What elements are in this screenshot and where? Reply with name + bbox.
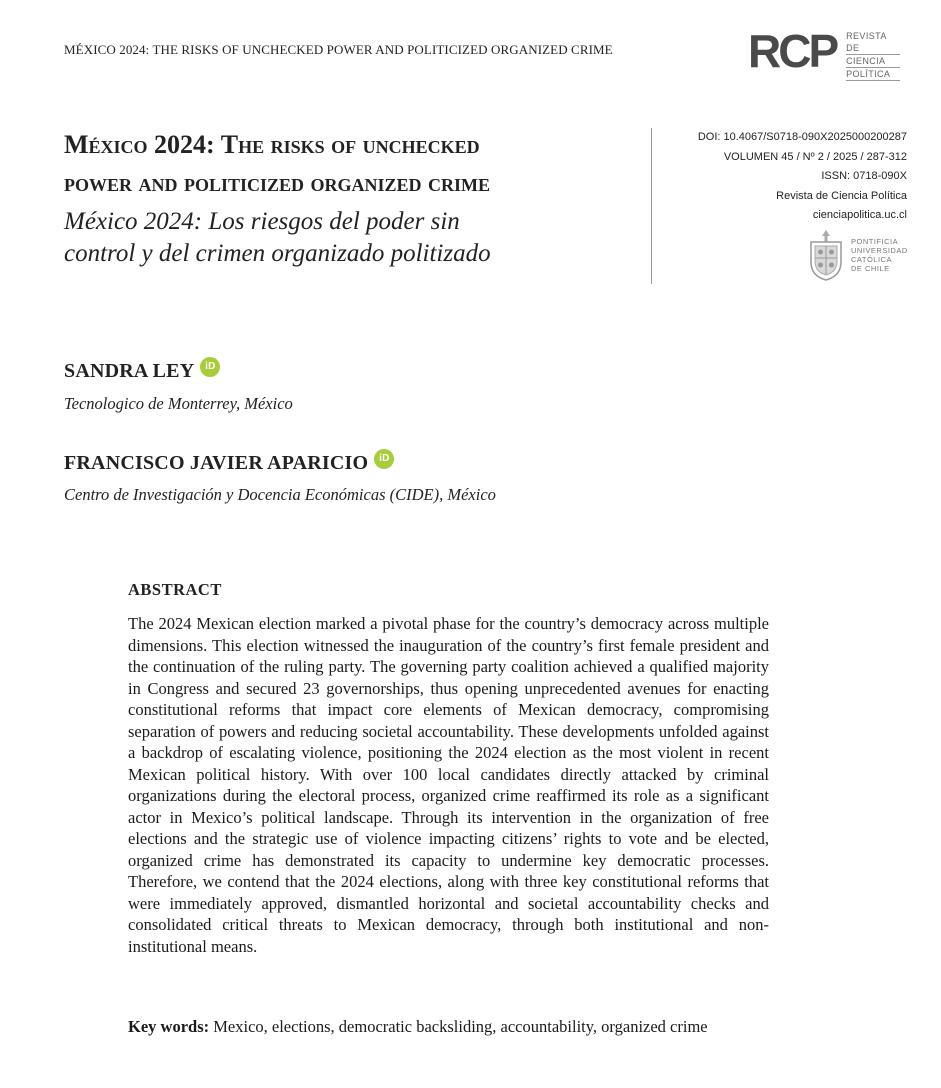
- article-metadata: [698, 128, 907, 226]
- author-affiliation: Centro de Investigación y Docencia Económicas (CIDE), México: [64, 485, 496, 504]
- university-name: PONTIFICIA UNIVERSIDAD CATÓLICA DE CHILE: [851, 237, 908, 273]
- abstract-heading: ABSTRACT: [128, 580, 222, 599]
- title-en-line: México 2024: The risks of unchecked: [64, 130, 480, 159]
- running-head: MÉXICO 2024: THE RISKS OF UNCHECKED POWER AND POLITICIZED ORGANIZED CRIME: [64, 42, 613, 57]
- issn: ISSN: 0718-090X: [821, 170, 907, 182]
- keywords-list: Mexico, elections, democratic backsliding, accountability, organized crime: [213, 1017, 708, 1036]
- title-es-line: control y del crimen organizado politizado: [64, 240, 491, 267]
- vertical-divider: [651, 128, 652, 284]
- rcp-logo-mark: RCP: [748, 25, 837, 77]
- title-es-line: México 2024: Los riesgos del poder sin: [64, 208, 460, 235]
- journal-website-link[interactable]: cienciapolitica.uc.cl: [812, 209, 907, 221]
- author-affiliation: Tecnologico de Monterrey, México: [64, 394, 293, 413]
- journal-name: Revista de Ciencia Política: [776, 189, 907, 202]
- orcid-icon[interactable]: iD: [200, 357, 220, 377]
- title-en-line: power and politicized organized crime: [64, 168, 491, 197]
- author-name: SANDRA LEY iD: [64, 360, 220, 383]
- doi-link[interactable]: DOI: 10.4067/S0718-090X2025000200287: [697, 131, 907, 143]
- logo-word: CIENCIA: [846, 55, 900, 68]
- keywords: [128, 1016, 769, 1038]
- author-name: FRANCISCO JAVIER APARICIO iD: [64, 452, 394, 475]
- orcid-icon[interactable]: iD: [374, 449, 394, 469]
- logo-word: REVISTA DE: [846, 30, 900, 55]
- volume-info: VOLUMEN 45 / Nº 2 / 2025 / 287-312: [723, 150, 907, 163]
- keywords-label: Key words:: [128, 1017, 210, 1036]
- abstract-text: The 2024 Mexican election marked a pivotal phase for the country’s democracy across multiple dimensions. This election witnessed the inauguration of the country’s first female president and the continuation of the ruling party. The governing party coalition achieved a qualified majority in Congress and secured 23 governorships, thus opening unprecedented avenues for enacting constitutional reforms that impact core elements of Mexican democracy, compromising separation of powers and reducing societal accountability. These developments unfolded against a backdrop of escalating violence, positioning the 2024 election as the most violent in recent Mexican political history. With over 100 local candidates directly attacked by criminal organizations during the electoral process, organized crime reaffirmed its role as a significant actor in Mexico’s political landscape. Through its intervention in the organization of free elections and the strategic use of violence impacting citizens’ rights to vote and be elected, organized crime has demonstrated its capacity to undermine key democratic processes. Therefore, we contend that the 2024 elections, along with three key constitutional reforms that were immediately approved, dismantled horizontal and societal accountability checks and consolidated critical threats to Mexican democracy, through both institutional and non-institutional means.: [128, 614, 769, 956]
- university-logo: [807, 228, 908, 282]
- article-title-english: [64, 126, 634, 202]
- university-seal-icon: [807, 228, 845, 282]
- logo-word: POLÍTICA: [846, 68, 900, 81]
- article-title-spanish: [64, 206, 634, 270]
- journal-logo: [748, 25, 900, 81]
- rcp-logo-words: [846, 30, 900, 81]
